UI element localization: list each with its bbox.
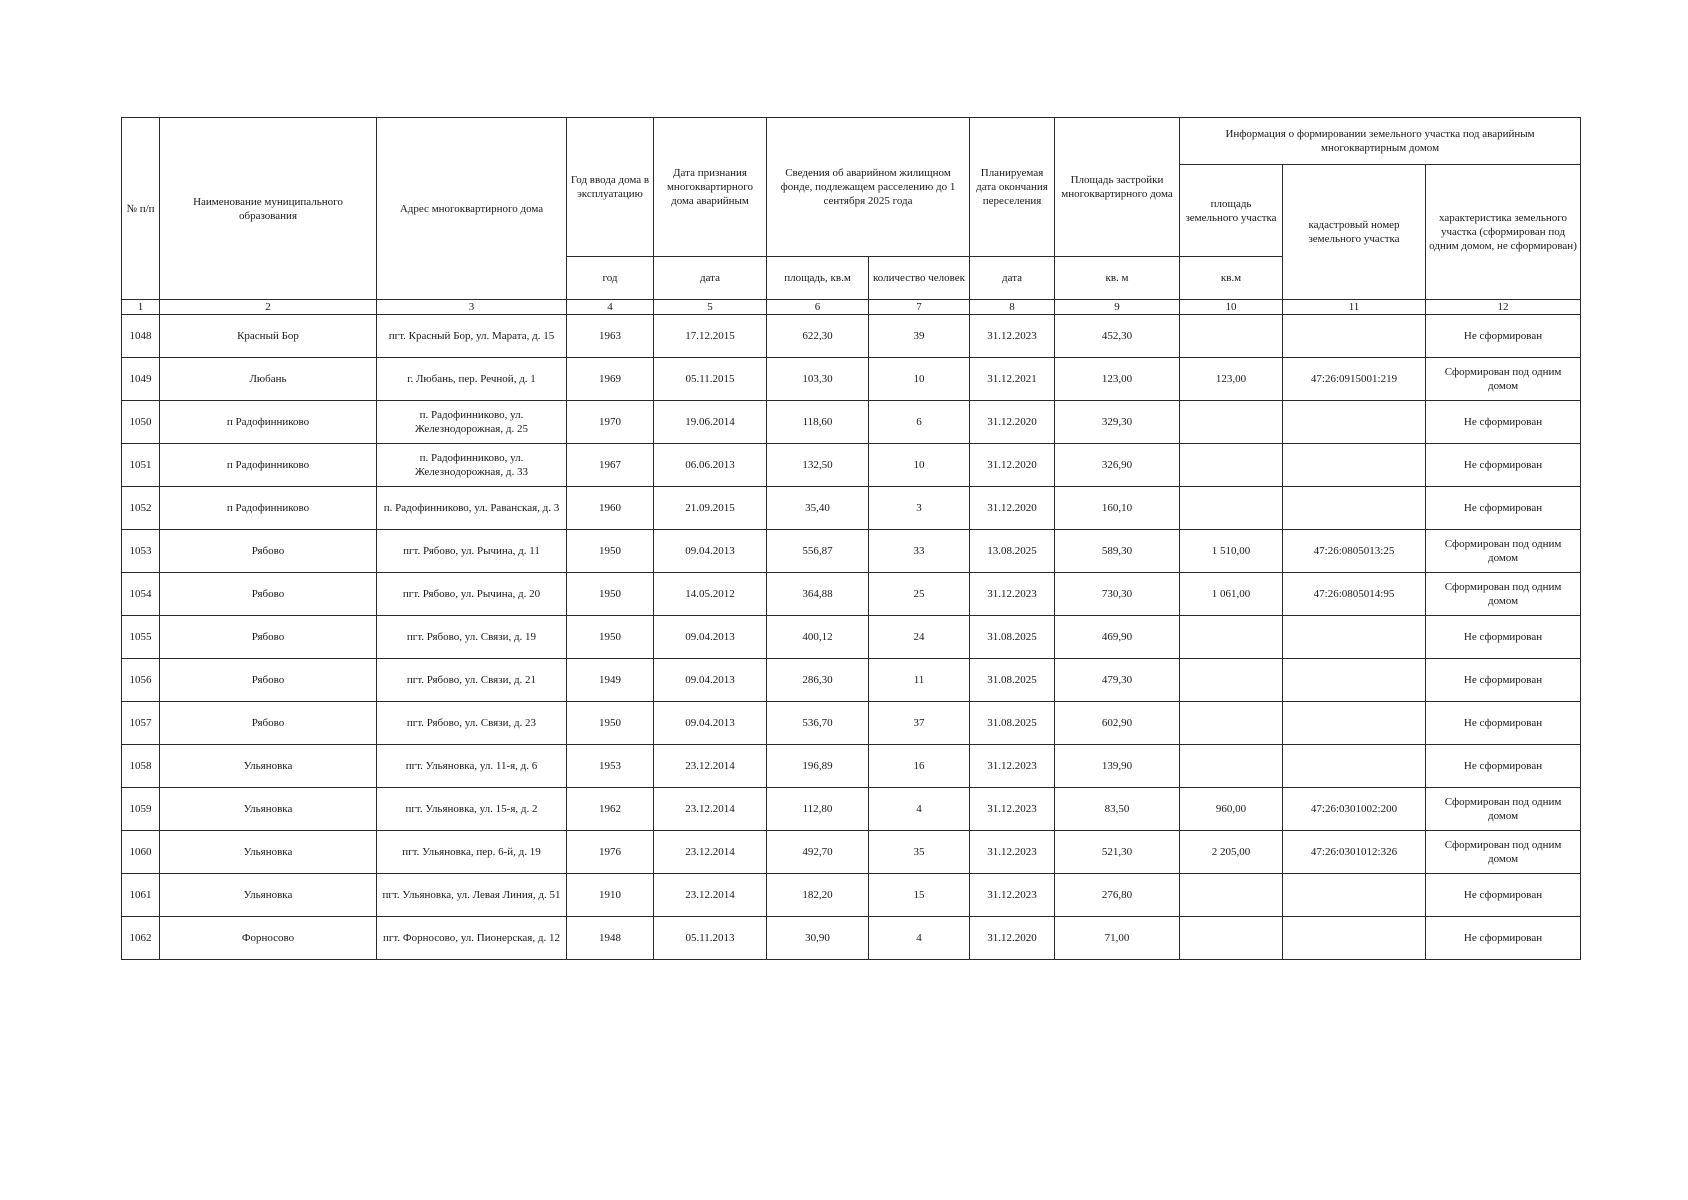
- cell-build-area: 326,90: [1055, 444, 1180, 487]
- cell-build-area: 521,30: [1055, 831, 1180, 874]
- cell-build-area: 452,30: [1055, 315, 1180, 358]
- table-row: [122, 702, 1581, 745]
- table-row: [122, 659, 1581, 702]
- cell-planned-date: 31.12.2023: [970, 788, 1055, 831]
- header-year-built: Год ввода дома в эксплуатацию: [567, 118, 654, 257]
- column-number: 10: [1180, 300, 1283, 315]
- cell-num: 1057: [122, 702, 160, 745]
- cell-build-area: 589,30: [1055, 530, 1180, 573]
- unit-year: год: [567, 257, 654, 300]
- column-number: 2: [160, 300, 377, 315]
- cell-date-emergency: 09.04.2013: [654, 702, 767, 745]
- cell-date-emergency: 23.12.2014: [654, 831, 767, 874]
- cell-date-emergency: 19.06.2014: [654, 401, 767, 444]
- cell-area: 556,87: [767, 530, 869, 573]
- cell-land-char: Не сформирован: [1426, 444, 1581, 487]
- cell-people: 3: [869, 487, 970, 530]
- cell-land-area: 2 205,00: [1180, 831, 1283, 874]
- cell-municipality: Ульяновка: [160, 874, 377, 917]
- table-row: [122, 616, 1581, 659]
- cell-area: 118,60: [767, 401, 869, 444]
- unit-area: площадь, кв.м: [767, 257, 869, 300]
- cell-cadastral: 47:26:0915001:219: [1283, 358, 1426, 401]
- cell-people: 6: [869, 401, 970, 444]
- cell-land-char: Сформирован под одним домом: [1426, 788, 1581, 831]
- column-number: 1: [122, 300, 160, 315]
- column-number: 7: [869, 300, 970, 315]
- column-number: 8: [970, 300, 1055, 315]
- cell-num: 1049: [122, 358, 160, 401]
- cell-num: 1051: [122, 444, 160, 487]
- cell-build-area: 123,00: [1055, 358, 1180, 401]
- cell-num: 1062: [122, 917, 160, 960]
- cell-area: 196,89: [767, 745, 869, 788]
- cell-municipality: п Радофинниково: [160, 401, 377, 444]
- cell-build-area: 479,30: [1055, 659, 1180, 702]
- cell-build-area: 71,00: [1055, 917, 1180, 960]
- cell-date-emergency: 17.12.2015: [654, 315, 767, 358]
- cell-build-area: 469,90: [1055, 616, 1180, 659]
- cell-planned-date: 31.12.2020: [970, 917, 1055, 960]
- cell-year: 1960: [567, 487, 654, 530]
- cell-municipality: Ульяновка: [160, 745, 377, 788]
- table-row: [122, 315, 1581, 358]
- table-row: [122, 573, 1581, 616]
- header-date-emergency: Дата признания многоквартирного дома аварийным: [654, 118, 767, 257]
- cell-build-area: 139,90: [1055, 745, 1180, 788]
- cell-land-area: 1 510,00: [1180, 530, 1283, 573]
- cell-land-char: Не сформирован: [1426, 401, 1581, 444]
- cell-cadastral: [1283, 487, 1426, 530]
- cell-planned-date: 31.12.2021: [970, 358, 1055, 401]
- cell-date-emergency: 23.12.2014: [654, 874, 767, 917]
- emergency-housing-table: [121, 117, 1581, 960]
- cell-land-area: [1180, 917, 1283, 960]
- cell-address: пгт. Рябово, ул. Связи, д. 23: [377, 702, 567, 745]
- cell-cadastral: 47:26:0301012:326: [1283, 831, 1426, 874]
- cell-land-area: 123,00: [1180, 358, 1283, 401]
- unit-people: количество человек: [869, 257, 970, 300]
- cell-year: 1963: [567, 315, 654, 358]
- cell-build-area: 276,80: [1055, 874, 1180, 917]
- cell-num: 1060: [122, 831, 160, 874]
- cell-land-area: [1180, 315, 1283, 358]
- cell-year: 1950: [567, 616, 654, 659]
- cell-people: 11: [869, 659, 970, 702]
- cell-land-area: [1180, 616, 1283, 659]
- cell-planned-date: 31.12.2020: [970, 487, 1055, 530]
- cell-year: 1950: [567, 573, 654, 616]
- table-row: [122, 917, 1581, 960]
- cell-num: 1053: [122, 530, 160, 573]
- cell-area: 112,80: [767, 788, 869, 831]
- cell-area: 182,20: [767, 874, 869, 917]
- cell-land-char: Не сформирован: [1426, 315, 1581, 358]
- cell-municipality: п Радофинниково: [160, 444, 377, 487]
- cell-area: 364,88: [767, 573, 869, 616]
- table-row: [122, 831, 1581, 874]
- table-row: [122, 444, 1581, 487]
- cell-num: 1061: [122, 874, 160, 917]
- cell-planned-date: 31.08.2025: [970, 659, 1055, 702]
- cell-num: 1059: [122, 788, 160, 831]
- cell-municipality: Рябово: [160, 616, 377, 659]
- table-row: [122, 401, 1581, 444]
- cell-land-char: Не сформирован: [1426, 616, 1581, 659]
- cell-people: 25: [869, 573, 970, 616]
- cell-address: п. Радофинниково, ул. Железнодорожная, д. 33: [377, 444, 567, 487]
- cell-area: 492,70: [767, 831, 869, 874]
- cell-year: 1949: [567, 659, 654, 702]
- cell-address: п. Радофинниково, ул. Железнодорожная, д. 25: [377, 401, 567, 444]
- cell-num: 1050: [122, 401, 160, 444]
- cell-address: пгт. Ульяновка, ул. Левая Линия, д. 51: [377, 874, 567, 917]
- column-number: 11: [1283, 300, 1426, 315]
- cell-address: пгт. Рябово, ул. Связи, д. 19: [377, 616, 567, 659]
- cell-cadastral: 47:26:0805013:25: [1283, 530, 1426, 573]
- cell-date-emergency: 05.11.2013: [654, 917, 767, 960]
- cell-land-char: Сформирован под одним домом: [1426, 358, 1581, 401]
- column-number: 3: [377, 300, 567, 315]
- cell-cadastral: [1283, 702, 1426, 745]
- header-fund-info: Сведения об аварийном жилищном фонде, подлежащем расселению до 1 сентября 2025 года: [767, 118, 970, 257]
- cell-planned-date: 31.12.2023: [970, 831, 1055, 874]
- cell-address: г. Любань, пер. Речной, д. 1: [377, 358, 567, 401]
- table-row: [122, 487, 1581, 530]
- cell-year: 1950: [567, 702, 654, 745]
- cell-address: пгт. Рябово, ул. Рычина, д. 20: [377, 573, 567, 616]
- cell-date-emergency: 09.04.2013: [654, 530, 767, 573]
- column-numbers-row: [122, 300, 1581, 315]
- cell-planned-date: 31.12.2023: [970, 573, 1055, 616]
- cell-date-emergency: 06.06.2013: [654, 444, 767, 487]
- cell-planned-date: 31.12.2023: [970, 745, 1055, 788]
- cell-land-area: 960,00: [1180, 788, 1283, 831]
- column-number: 12: [1426, 300, 1581, 315]
- header-planned-date: Планируемая дата окончания переселения: [970, 118, 1055, 257]
- cell-planned-date: 31.08.2025: [970, 616, 1055, 659]
- cell-land-char: Сформирован под одним домом: [1426, 831, 1581, 874]
- cell-planned-date: 13.08.2025: [970, 530, 1055, 573]
- cell-planned-date: 31.12.2020: [970, 401, 1055, 444]
- cell-people: 35: [869, 831, 970, 874]
- cell-land-area: [1180, 745, 1283, 788]
- header-land-char: характеристика земельного участка (сформирован под одним домом, не сформирован): [1426, 165, 1581, 300]
- cell-land-area: [1180, 702, 1283, 745]
- cell-num: 1055: [122, 616, 160, 659]
- table-row: [122, 358, 1581, 401]
- cell-municipality: Рябово: [160, 702, 377, 745]
- cell-build-area: 329,30: [1055, 401, 1180, 444]
- cell-year: 1948: [567, 917, 654, 960]
- cell-year: 1969: [567, 358, 654, 401]
- cell-people: 10: [869, 444, 970, 487]
- cell-build-area: 83,50: [1055, 788, 1180, 831]
- cell-planned-date: 31.12.2023: [970, 315, 1055, 358]
- cell-municipality: Ульяновка: [160, 831, 377, 874]
- cell-date-emergency: 09.04.2013: [654, 616, 767, 659]
- cell-num: 1048: [122, 315, 160, 358]
- header-municipality: Наименование муниципального образования: [160, 118, 377, 300]
- cell-land-char: Сформирован под одним домом: [1426, 573, 1581, 616]
- cell-area: 400,12: [767, 616, 869, 659]
- cell-cadastral: 47:26:0805014:95: [1283, 573, 1426, 616]
- cell-address: пгт. Ульяновка, ул. 11-я, д. 6: [377, 745, 567, 788]
- cell-cadastral: 47:26:0301002:200: [1283, 788, 1426, 831]
- unit-date: дата: [654, 257, 767, 300]
- cell-cadastral: [1283, 874, 1426, 917]
- cell-land-char: Сформирован под одним домом: [1426, 530, 1581, 573]
- cell-land-area: [1180, 401, 1283, 444]
- cell-land-area: [1180, 659, 1283, 702]
- cell-cadastral: [1283, 917, 1426, 960]
- cell-cadastral: [1283, 315, 1426, 358]
- cell-land-area: [1180, 444, 1283, 487]
- cell-date-emergency: 21.09.2015: [654, 487, 767, 530]
- cell-date-emergency: 09.04.2013: [654, 659, 767, 702]
- cell-cadastral: [1283, 444, 1426, 487]
- cell-municipality: Любань: [160, 358, 377, 401]
- cell-municipality: Рябово: [160, 573, 377, 616]
- cell-people: 4: [869, 917, 970, 960]
- cell-land-char: Не сформирован: [1426, 702, 1581, 745]
- unit-land-sqm: кв.м: [1180, 257, 1283, 300]
- table-row: [122, 745, 1581, 788]
- cell-date-emergency: 14.05.2012: [654, 573, 767, 616]
- cell-year: 1953: [567, 745, 654, 788]
- cell-land-char: Не сформирован: [1426, 487, 1581, 530]
- cell-land-area: 1 061,00: [1180, 573, 1283, 616]
- header-cadastral: кадастровый номер земельного участка: [1283, 165, 1426, 300]
- cell-year: 1950: [567, 530, 654, 573]
- cell-planned-date: 31.08.2025: [970, 702, 1055, 745]
- cell-year: 1976: [567, 831, 654, 874]
- cell-land-area: [1180, 874, 1283, 917]
- table-row: [122, 530, 1581, 573]
- header-num: № п/п: [122, 118, 160, 300]
- cell-land-area: [1180, 487, 1283, 530]
- cell-year: 1962: [567, 788, 654, 831]
- cell-num: 1054: [122, 573, 160, 616]
- cell-people: 39: [869, 315, 970, 358]
- column-number: 5: [654, 300, 767, 315]
- cell-address: пгт. Форносово, ул. Пионерская, д. 12: [377, 917, 567, 960]
- cell-land-char: Не сформирован: [1426, 745, 1581, 788]
- cell-people: 24: [869, 616, 970, 659]
- cell-people: 10: [869, 358, 970, 401]
- cell-year: 1967: [567, 444, 654, 487]
- cell-people: 37: [869, 702, 970, 745]
- cell-cadastral: [1283, 616, 1426, 659]
- cell-area: 622,30: [767, 315, 869, 358]
- table-row: [122, 874, 1581, 917]
- cell-planned-date: 31.12.2020: [970, 444, 1055, 487]
- cell-address: пгт. Красный Бор, ул. Марата, д. 15: [377, 315, 567, 358]
- header-build-area: Площадь застройки многоквартирного дома: [1055, 118, 1180, 257]
- cell-land-char: Не сформирован: [1426, 659, 1581, 702]
- cell-area: 536,70: [767, 702, 869, 745]
- cell-num: 1052: [122, 487, 160, 530]
- cell-area: 103,30: [767, 358, 869, 401]
- cell-area: 286,30: [767, 659, 869, 702]
- cell-municipality: Красный Бор: [160, 315, 377, 358]
- header-land-area: площадь земельного участка: [1180, 165, 1283, 257]
- cell-municipality: Рябово: [160, 659, 377, 702]
- cell-num: 1056: [122, 659, 160, 702]
- cell-people: 16: [869, 745, 970, 788]
- cell-people: 15: [869, 874, 970, 917]
- cell-people: 33: [869, 530, 970, 573]
- cell-num: 1058: [122, 745, 160, 788]
- cell-people: 4: [869, 788, 970, 831]
- cell-municipality: Рябово: [160, 530, 377, 573]
- cell-land-char: Не сформирован: [1426, 874, 1581, 917]
- column-number: 9: [1055, 300, 1180, 315]
- cell-address: пгт. Рябово, ул. Связи, д. 21: [377, 659, 567, 702]
- header-land-info: Информация о формировании земельного участка под аварийным многоквартирным домом: [1180, 118, 1581, 165]
- cell-year: 1970: [567, 401, 654, 444]
- cell-municipality: Форносово: [160, 917, 377, 960]
- cell-cadastral: [1283, 401, 1426, 444]
- cell-land-char: Не сформирован: [1426, 917, 1581, 960]
- table-row: [122, 788, 1581, 831]
- cell-build-area: 730,30: [1055, 573, 1180, 616]
- cell-build-area: 602,90: [1055, 702, 1180, 745]
- header-address: Адрес многоквартирного дома: [377, 118, 567, 300]
- cell-date-emergency: 05.11.2015: [654, 358, 767, 401]
- unit-sqm: кв. м: [1055, 257, 1180, 300]
- cell-municipality: п Радофинниково: [160, 487, 377, 530]
- cell-municipality: Ульяновка: [160, 788, 377, 831]
- cell-address: пгт. Ульяновка, ул. 15-я, д. 2: [377, 788, 567, 831]
- cell-year: 1910: [567, 874, 654, 917]
- cell-cadastral: [1283, 745, 1426, 788]
- cell-area: 30,90: [767, 917, 869, 960]
- cell-build-area: 160,10: [1055, 487, 1180, 530]
- cell-date-emergency: 23.12.2014: [654, 788, 767, 831]
- column-number: 6: [767, 300, 869, 315]
- cell-date-emergency: 23.12.2014: [654, 745, 767, 788]
- cell-area: 35,40: [767, 487, 869, 530]
- cell-address: пгт. Рябово, ул. Рычина, д. 11: [377, 530, 567, 573]
- column-number: 4: [567, 300, 654, 315]
- cell-planned-date: 31.12.2023: [970, 874, 1055, 917]
- unit-planned-date: дата: [970, 257, 1055, 300]
- cell-address: пгт. Ульяновка, пер. 6-й, д. 19: [377, 831, 567, 874]
- cell-address: п. Радофинниково, ул. Раванская, д. 3: [377, 487, 567, 530]
- cell-area: 132,50: [767, 444, 869, 487]
- cell-cadastral: [1283, 659, 1426, 702]
